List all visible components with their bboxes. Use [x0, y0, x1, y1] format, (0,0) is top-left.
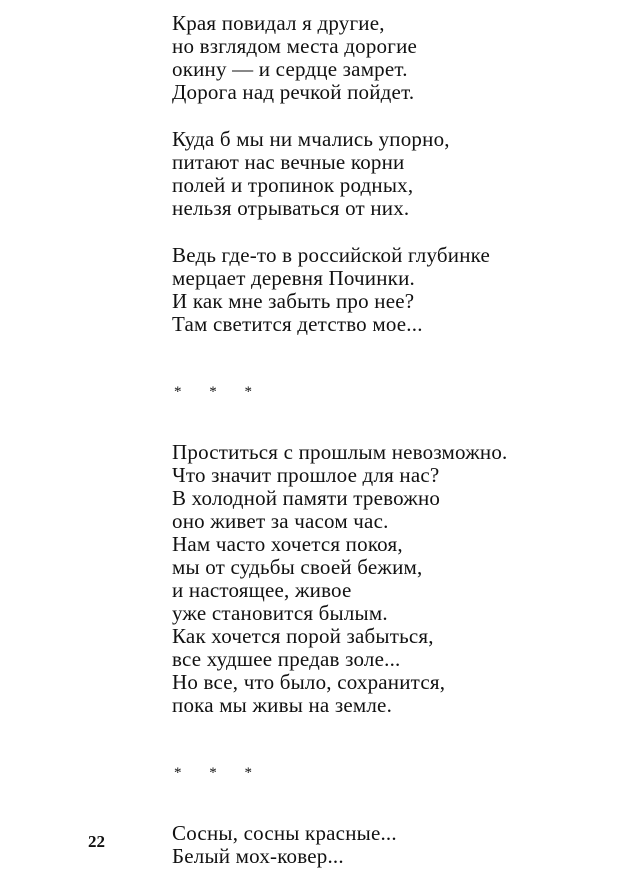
poem-line: но взглядом места дорогие — [172, 34, 418, 58]
poem-line: окину — и сердце замрет. — [172, 57, 408, 81]
poem-line: Проститься с прошлым невозможно. — [172, 440, 508, 464]
page-number: 22 — [88, 832, 105, 851]
poem-line: Дорога над речкой пойдет. — [172, 80, 415, 104]
poem-divider: * * * — [174, 765, 264, 781]
poem-line: Белый мох-ковер... — [172, 844, 344, 868]
poem-line: нельзя отрываться от них. — [172, 196, 410, 220]
stanza — [172, 822, 612, 868]
poem-line: Что значит прошлое для нас? — [172, 463, 440, 487]
poem-line: уже становится былым. — [172, 601, 388, 625]
poem-line: и настоящее, живое — [172, 578, 352, 602]
poem-line: мы от судьбы своей бежим, — [172, 555, 423, 579]
stanza — [172, 12, 612, 104]
poem-line: Края повидал я другие, — [172, 11, 385, 35]
poem-line: Сосны, сосны красные... — [172, 821, 397, 845]
poem-line: полей и тропинок родных, — [172, 173, 414, 197]
stanza — [172, 128, 612, 220]
poem-text — [172, 12, 612, 868]
poem-line: мерцает деревня Починки. — [172, 266, 415, 290]
poem-line: Куда б мы ни мчались упорно, — [172, 127, 450, 151]
poem-line: Нам часто хочется покоя, — [172, 532, 403, 556]
poem-divider: * * * — [174, 384, 264, 400]
poem-line: Как хочется порой забыться, — [172, 624, 434, 648]
poem-line: В холодной памяти тревожно — [172, 486, 441, 510]
poem-line: питают нас вечные корни — [172, 150, 405, 174]
poem-line: Ведь где-то в российской глубинке — [172, 243, 491, 267]
poem-line: все худшее предав золе... — [172, 647, 401, 671]
poem-line: оно живет за часом час. — [172, 509, 389, 533]
poem-line: И как мне забыть про нее? — [172, 289, 415, 313]
poem-line: Там светится детство мое... — [172, 312, 423, 336]
poem-line: пока мы живы на земле. — [172, 693, 393, 717]
poem-line: Но все, что было, сохранится, — [172, 670, 446, 694]
stanza — [172, 441, 612, 717]
stanza — [172, 244, 612, 336]
